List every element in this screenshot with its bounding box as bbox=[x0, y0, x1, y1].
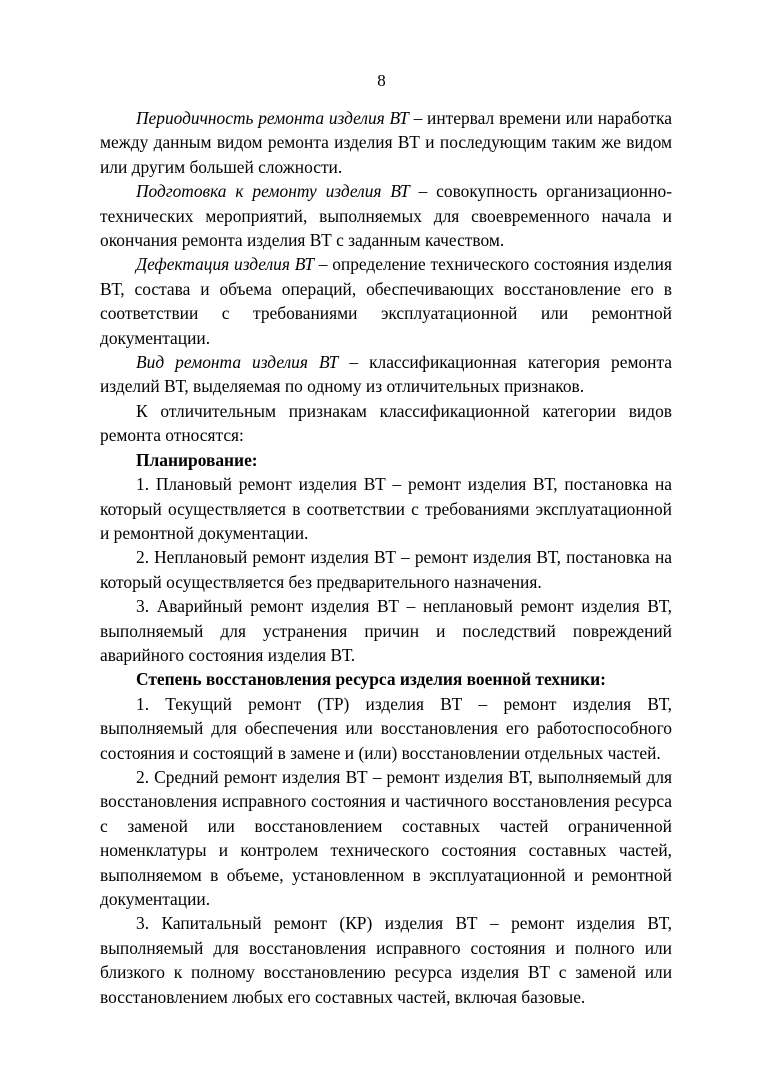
page-number: 8 bbox=[377, 71, 386, 90]
heading-resource-restoration: Степень восстановления ресурса изделия военной техники: bbox=[136, 669, 606, 690]
document-body bbox=[100, 106, 672, 1009]
definition-defectation: – определение технического состояния изделия ВТ, состава и объема операций, обеспечивающих восстановление его в соответствии с требованиями эксплуатационной или ремонтной документации. bbox=[100, 254, 672, 348]
paragraph-repair-type bbox=[100, 350, 672, 399]
paragraph-defectation bbox=[100, 252, 672, 350]
paragraph-unplanned-repair: 2. Неплановый ремонт изделия ВТ – ремонт изделия ВТ, постановка на который осуществляется без предварительного назначения. bbox=[100, 547, 672, 592]
term-defectation: Дефектация изделия ВТ bbox=[136, 254, 314, 275]
paragraph-emergency-repair: 3. Аварийный ремонт изделия ВТ – неплановый ремонт изделия ВТ, выполняемый для устранения причин и последствий повреждений аварийного состояния изделия ВТ. bbox=[100, 596, 672, 665]
paragraph-current-repair: 1. Текущий ремонт (ТР) изделия ВТ – ремонт изделия ВТ, выполняемый для обеспечения или восстановления его работоспособного состояния и состоящий в замене и (или) восстановлении отдельных частей. bbox=[100, 693, 672, 763]
paragraph-capital-repair: 3. Капитальный ремонт (КР) изделия ВТ – ремонт изделия ВТ, выполняемый для восстановления исправного состояния и полного или близкого к полному восстановлению ресурса изделия ВТ с заменой или восстановлением любых его составных частей, включая базовые. bbox=[100, 913, 672, 1007]
paragraph-medium-repair: 2. Средний ремонт изделия ВТ – ремонт изделия ВТ, выполняемый для восстановления исправного состояния и частичного восстановления ресурса с заменой или восстановлением составных частей ограниченной номенклатуры и контролем технического состояния составных частей, выполняемом в объеме, установленном в эксплуатационной и ремонтной документации. bbox=[100, 766, 672, 909]
paragraph-preparation bbox=[100, 179, 672, 252]
paragraph-distinctive-features: К отличительным признакам классификационной категории видов ремонта относятся: bbox=[100, 400, 672, 446]
definition-repair-type: – классификационная категория ремонта изделий ВТ, выделяемая по одному из отличительных признаков. bbox=[100, 352, 672, 397]
definition-preparation: – совокупность организационно-технических мероприятий, выполняемых для своевременного начала и окончания ремонта изделия ВТ с заданным качеством. bbox=[100, 181, 672, 251]
definition-periodicity: – интервал времени или наработка между данным видом ремонта изделия ВТ и последующим таким же видом или другим большей сложности. bbox=[100, 108, 672, 177]
term-repair-type: Вид ремонта изделия ВТ bbox=[136, 352, 339, 373]
paragraph-periodicity bbox=[100, 106, 672, 179]
paragraph-planned-repair: 1. Плановый ремонт изделия ВТ – ремонт изделия ВТ, постановка на который осуществляется в соответствии с требованиями эксплуатационной и ремонтной документации. bbox=[100, 474, 672, 543]
heading-planning: Планирование: bbox=[136, 449, 258, 470]
term-periodicity: Периодичность ремонта изделия ВТ bbox=[136, 108, 409, 128]
term-preparation: Подготовка к ремонту изделия ВТ bbox=[136, 181, 410, 202]
